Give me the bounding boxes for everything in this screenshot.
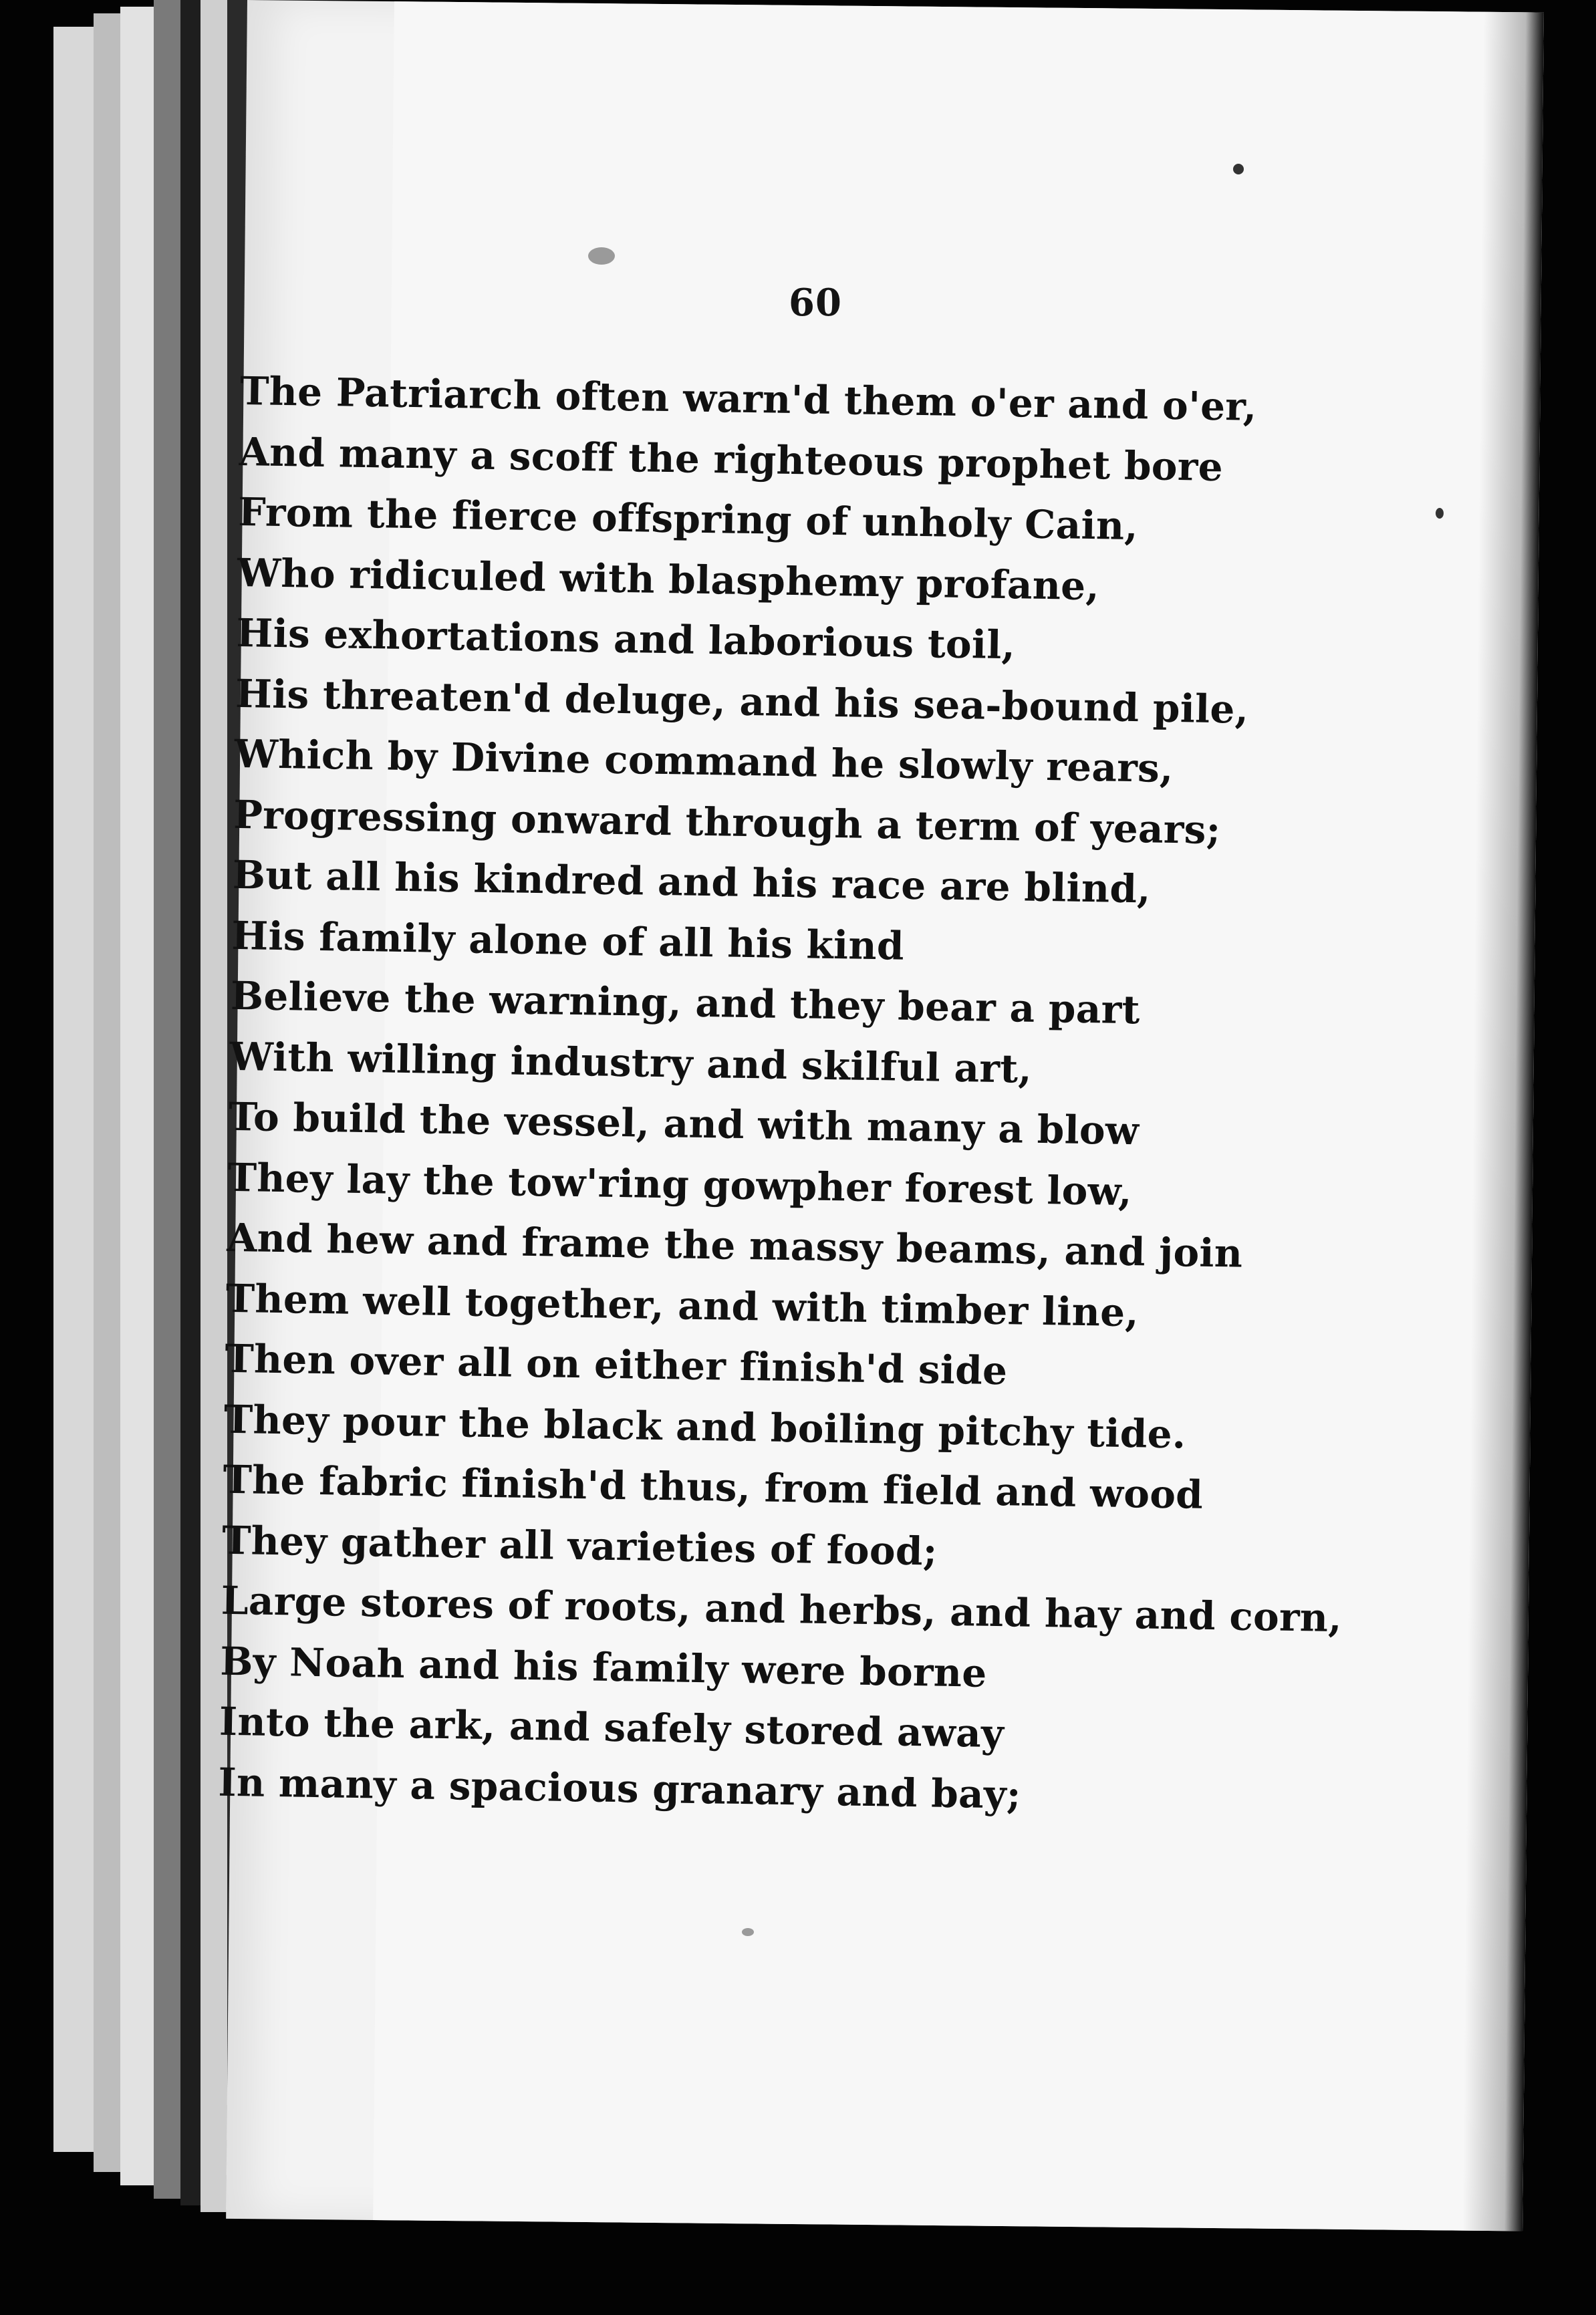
poem-line: Large stores of roots, and herbs, and hay and corn, <box>221 1577 1343 1641</box>
poem-line: To build the vessel, and with many a blow <box>228 1093 1140 1154</box>
poem-line: They gather all varieties of food; <box>221 1517 938 1575</box>
poem-line: But all his kindred and his race are blind, <box>232 851 1152 912</box>
page-edge <box>120 7 154 2185</box>
poem-line: In many a spacious granary and bay; <box>218 1759 1022 1818</box>
poem-line: Them well together, and with timber line, <box>225 1275 1140 1335</box>
poem-line: The fabric finish'd thus, from field and wood <box>223 1456 1204 1518</box>
page-number: 60 <box>789 281 842 325</box>
poem-line: With willing industry and skilful art, <box>229 1033 1033 1092</box>
page-edge <box>94 13 120 2172</box>
poem-line: Believe the warning, and they bear a part <box>230 972 1141 1033</box>
poem-line: From the fierce offspring of unholy Cain, <box>237 489 1139 549</box>
poem-text <box>218 361 1343 1828</box>
page-edge <box>53 27 94 2152</box>
poem-line: His exhortations and laborious toil, <box>236 609 1016 668</box>
poem-line: The Patriarch often warn'd them o'er and o'er, <box>239 368 1258 430</box>
poem-line: His family alone of all his kind <box>231 912 905 969</box>
paper-speck <box>742 1928 754 1936</box>
poem-line: His threaten'd deluge, and his sea-bound pile, <box>235 670 1249 732</box>
poem-line: They pour the black and boiling pitchy tide. <box>223 1396 1186 1457</box>
poem-line: Into the ark, and safely stored away <box>219 1698 1005 1757</box>
poem-line: By Noah and his family were borne <box>219 1638 988 1696</box>
poem-line: Progressing onward through a term of years; <box>233 791 1221 853</box>
poem-line: Then over all on either finish'd side <box>225 1335 1008 1394</box>
paper-speck <box>1436 508 1444 519</box>
poem-line: Which by Divine command he slowly rears, <box>234 730 1174 791</box>
page-edge <box>154 0 180 2199</box>
paper-speck <box>1233 164 1244 174</box>
poem-line: Who ridiculed with blasphemy profane, <box>237 549 1100 609</box>
page-edge <box>201 0 227 2212</box>
poem-line: They lay the tow'ring gowpher forest low, <box>227 1154 1133 1214</box>
poem-line: And many a scoff the righteous prophet bore <box>239 428 1224 490</box>
page-edge <box>180 0 201 2205</box>
poem-line: And hew and frame the massy beams, and join <box>226 1214 1243 1276</box>
paper-speck <box>588 247 615 265</box>
